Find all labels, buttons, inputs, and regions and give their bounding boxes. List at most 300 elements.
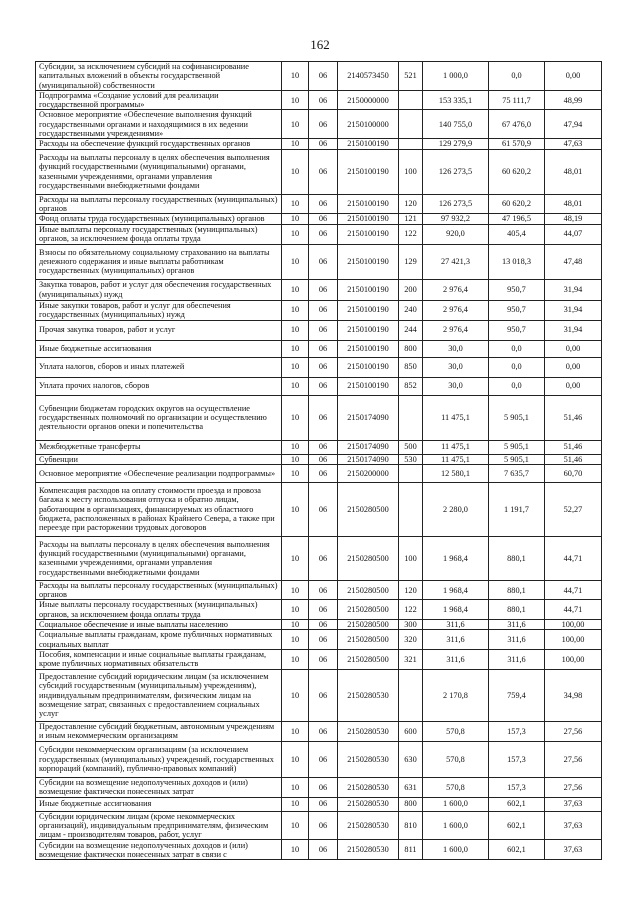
target-article-code-cell: 2150280530 [338,777,399,797]
planned-amount-cell: 30,0 [423,357,489,377]
subsection-code-cell: 06 [309,395,338,440]
expense-type-code-cell: 800 [399,797,423,811]
execution-percent-cell: 31,94 [545,300,602,320]
execution-percent-cell: 48,01 [545,194,602,214]
executed-amount-cell: 67 476,0 [489,110,545,139]
section-code-cell: 10 [282,340,309,357]
section-code-cell: 10 [282,300,309,320]
execution-percent-cell: 52,27 [545,482,602,536]
expense-type-code-cell [399,395,423,440]
execution-percent-cell: 44,71 [545,600,602,620]
expense-name-cell: Взносы по обязательному социальному страхованию на выплаты денежного содержания и иные выплаты работникам государственных (муниципальных) органов [36,244,282,279]
section-code-cell: 10 [282,139,309,149]
executed-amount-cell: 60 620,2 [489,194,545,214]
planned-amount-cell: 30,0 [423,340,489,357]
expense-type-code-cell: 100 [399,536,423,580]
executed-amount-cell: 157,3 [489,721,545,741]
subsection-code-cell: 06 [309,536,338,580]
executed-amount-cell: 47 196,5 [489,214,545,224]
expense-name-cell: Прочая закупка товаров, работ и услуг [36,320,282,340]
executed-amount-cell: 5 905,1 [489,440,545,454]
table-row [36,62,602,91]
expense-name-cell: Субсидии юридическим лицам (кроме некоммерческих организаций), индивидуальным предпринимателям, физическим лицам - производителям товаров, работ, услуг [36,811,282,840]
table-row [36,536,602,580]
target-article-code-cell: 2150174090 [338,440,399,454]
executed-amount-cell: 7 635,7 [489,464,545,482]
subsection-code-cell: 06 [309,777,338,797]
subsection-code-cell: 06 [309,580,338,600]
section-code-cell: 10 [282,811,309,840]
subsection-code-cell: 06 [309,454,338,464]
executed-amount-cell: 75 111,7 [489,90,545,110]
target-article-code-cell: 2150280500 [338,649,399,669]
executed-amount-cell: 157,3 [489,777,545,797]
planned-amount-cell: 11 475,1 [423,440,489,454]
subsection-code-cell: 06 [309,300,338,320]
execution-percent-cell: 51,46 [545,454,602,464]
execution-percent-cell: 51,46 [545,440,602,454]
section-code-cell: 10 [282,440,309,454]
table-row [36,320,602,340]
target-article-code-cell: 2150280500 [338,580,399,600]
subsection-code-cell: 06 [309,110,338,139]
expense-type-code-cell [399,482,423,536]
execution-percent-cell: 100,00 [545,649,602,669]
section-code-cell: 10 [282,62,309,91]
expense-type-code-cell: 850 [399,357,423,377]
expense-name-cell: Компенсация расходов на оплату стоимости проезда и провоза багажа к месту использования отпуска и обратно лицам, работающим в организациях, финансируемых из областного бюджета, расположенных в районах Крайнего Севера, а также при переезде при расторжении трудовых договоров [36,482,282,536]
table-row [36,149,602,194]
target-article-code-cell: 2150100190 [338,214,399,224]
expense-type-code-cell: 530 [399,454,423,464]
planned-amount-cell: 1 000,0 [423,62,489,91]
table-row [36,440,602,454]
execution-percent-cell: 100,00 [545,630,602,650]
execution-percent-cell: 27,56 [545,721,602,741]
section-code-cell: 10 [282,357,309,377]
table-row [36,279,602,300]
section-code-cell: 10 [282,600,309,620]
expense-name-cell: Субсидии на возмещение недополученных доходов и (или) возмещение фактически понесенных затрат в связи с [36,840,282,860]
expense-name-cell: Предоставление субсидий юридическим лицам (за исключением субсидий государственным (муниципальным) учреждениям), индивидуальным предпринимателям, физическим лицам на возмещение затрат, связанных с предоставлением социальных услуг [36,669,282,721]
budget-table-body [36,62,602,860]
execution-percent-cell: 51,46 [545,395,602,440]
execution-percent-cell: 44,71 [545,536,602,580]
planned-amount-cell: 570,8 [423,741,489,777]
subsection-code-cell: 06 [309,279,338,300]
section-code-cell: 10 [282,454,309,464]
expense-type-code-cell: 100 [399,149,423,194]
expense-name-cell: Расходы на выплаты персоналу в целях обеспечения выполнения функций государственными (муниципальными) органами, казенными учреждениями, органами управления государственными внебюджетными фондами [36,149,282,194]
expense-type-code-cell: 121 [399,214,423,224]
expense-name-cell: Иные выплаты персоналу государственных (муниципальных) органов, за исключением фонда оплаты труда [36,224,282,244]
expense-type-code-cell: 852 [399,377,423,395]
table-row [36,377,602,395]
planned-amount-cell: 2 280,0 [423,482,489,536]
target-article-code-cell: 2150100190 [338,194,399,214]
expense-name-cell: Иные бюджетные ассигнования [36,797,282,811]
executed-amount-cell: 157,3 [489,741,545,777]
execution-percent-cell: 47,48 [545,244,602,279]
expense-type-code-cell: 240 [399,300,423,320]
subsection-code-cell: 06 [309,340,338,357]
subsection-code-cell: 06 [309,840,338,860]
table-row [36,630,602,650]
expense-name-cell: Основное мероприятие «Обеспечение реализации подпрограммы» [36,464,282,482]
section-code-cell: 10 [282,721,309,741]
target-article-code-cell: 2150280500 [338,620,399,630]
expense-type-code-cell: 521 [399,62,423,91]
expense-name-cell: Субсидии на возмещение недополученных доходов и (или) возмещение фактически понесенных затрат [36,777,282,797]
section-code-cell: 10 [282,279,309,300]
expense-type-code-cell: 120 [399,194,423,214]
execution-percent-cell: 100,00 [545,620,602,630]
execution-percent-cell: 0,00 [545,357,602,377]
table-row [36,600,602,620]
planned-amount-cell: 30,0 [423,377,489,395]
planned-amount-cell: 12 580,1 [423,464,489,482]
execution-percent-cell: 37,63 [545,840,602,860]
page-number: 162 [310,37,330,52]
expense-name-cell: Уплата прочих налогов, сборов [36,377,282,395]
executed-amount-cell: 602,1 [489,811,545,840]
table-row [36,454,602,464]
execution-percent-cell: 44,71 [545,580,602,600]
expense-type-code-cell: 810 [399,811,423,840]
target-article-code-cell: 2150174090 [338,395,399,440]
executed-amount-cell: 61 570,9 [489,139,545,149]
planned-amount-cell: 11 475,1 [423,454,489,464]
expense-name-cell: Субвенции [36,454,282,464]
target-article-code-cell: 2150280500 [338,630,399,650]
target-article-code-cell: 2150100190 [338,139,399,149]
planned-amount-cell: 311,6 [423,630,489,650]
target-article-code-cell: 2150280500 [338,600,399,620]
table-row [36,777,602,797]
target-article-code-cell: 2150100190 [338,149,399,194]
expense-name-cell: Межбюджетные трансферты [36,440,282,454]
subsection-code-cell: 06 [309,649,338,669]
table-row [36,482,602,536]
execution-percent-cell: 27,56 [545,777,602,797]
executed-amount-cell: 0,0 [489,357,545,377]
target-article-code-cell: 2150280530 [338,840,399,860]
planned-amount-cell: 97 932,2 [423,214,489,224]
execution-percent-cell: 0,00 [545,377,602,395]
execution-percent-cell: 47,63 [545,139,602,149]
execution-percent-cell: 48,01 [545,149,602,194]
target-article-code-cell: 2150100000 [338,110,399,139]
table-row [36,395,602,440]
section-code-cell: 10 [282,464,309,482]
planned-amount-cell: 2 976,4 [423,279,489,300]
target-article-code-cell: 2150280530 [338,721,399,741]
target-article-code-cell: 2150100190 [338,279,399,300]
section-code-cell: 10 [282,377,309,395]
executed-amount-cell: 950,7 [489,320,545,340]
expense-name-cell: Фонд оплаты труда государственных (муниципальных) органов [36,214,282,224]
table-row [36,110,602,139]
planned-amount-cell: 570,8 [423,777,489,797]
target-article-code-cell: 2150280530 [338,741,399,777]
section-code-cell: 10 [282,224,309,244]
target-article-code-cell: 2150280500 [338,536,399,580]
subsection-code-cell: 06 [309,357,338,377]
planned-amount-cell: 11 475,1 [423,395,489,440]
expense-name-cell: Закупка товаров, работ и услуг для обеспечения государственных (муниципальных) нужд [36,279,282,300]
subsection-code-cell: 06 [309,149,338,194]
expense-type-code-cell [399,464,423,482]
execution-percent-cell: 37,63 [545,811,602,840]
section-code-cell: 10 [282,536,309,580]
target-article-code-cell: 2150100190 [338,357,399,377]
execution-percent-cell: 0,00 [545,340,602,357]
planned-amount-cell: 1 600,0 [423,840,489,860]
executed-amount-cell: 602,1 [489,797,545,811]
executed-amount-cell: 1 191,7 [489,482,545,536]
expense-type-code-cell: 630 [399,741,423,777]
planned-amount-cell: 27 421,3 [423,244,489,279]
executed-amount-cell: 759,4 [489,669,545,721]
table-row [36,139,602,149]
table-row [36,620,602,630]
section-code-cell: 10 [282,214,309,224]
table-row [36,649,602,669]
expense-name-cell: Иные бюджетные ассигнования [36,340,282,357]
executed-amount-cell: 950,7 [489,300,545,320]
expense-name-cell: Субсидии некоммерческим организациям (за исключением государственных (муниципальных) учреждений, государственных корпораций (компаний), публично-правовых компаний) [36,741,282,777]
table-row [36,741,602,777]
execution-percent-cell: 34,98 [545,669,602,721]
expense-name-cell: Основное мероприятие «Обеспечение выполнения функций государственными органами и находящимися в их ведении государственными учреждениями» [36,110,282,139]
target-article-code-cell: 2150100190 [338,340,399,357]
planned-amount-cell: 1 968,4 [423,600,489,620]
expense-type-code-cell [399,90,423,110]
expense-type-code-cell: 120 [399,580,423,600]
executed-amount-cell: 13 018,3 [489,244,545,279]
execution-percent-cell: 0,00 [545,62,602,91]
table-row [36,721,602,741]
expense-name-cell: Расходы на выплаты персоналу государственных (муниципальных) органов [36,580,282,600]
section-code-cell: 10 [282,649,309,669]
subsection-code-cell: 06 [309,377,338,395]
subsection-code-cell: 06 [309,440,338,454]
target-article-code-cell: 2150280500 [338,482,399,536]
section-code-cell: 10 [282,395,309,440]
expense-name-cell: Иные выплаты персоналу государственных (муниципальных) органов, за исключением фонда оплаты труда [36,600,282,620]
expense-type-code-cell: 800 [399,340,423,357]
section-code-cell: 10 [282,741,309,777]
planned-amount-cell: 1 600,0 [423,797,489,811]
subsection-code-cell: 06 [309,224,338,244]
section-code-cell: 10 [282,630,309,650]
expense-name-cell: Пособия, компенсации и иные социальные выплаты гражданам, кроме публичных нормативных обязательств [36,649,282,669]
executed-amount-cell: 880,1 [489,580,545,600]
target-article-code-cell: 2150100190 [338,224,399,244]
subsection-code-cell: 06 [309,194,338,214]
subsection-code-cell: 06 [309,90,338,110]
planned-amount-cell: 1 600,0 [423,811,489,840]
execution-percent-cell: 60,70 [545,464,602,482]
executed-amount-cell: 950,7 [489,279,545,300]
expense-name-cell: Социальное обеспечение и иные выплаты населению [36,620,282,630]
expense-type-code-cell: 200 [399,279,423,300]
table-row [36,224,602,244]
expense-type-code-cell: 600 [399,721,423,741]
executed-amount-cell: 0,0 [489,340,545,357]
section-code-cell: 10 [282,149,309,194]
subsection-code-cell: 06 [309,811,338,840]
planned-amount-cell: 126 273,5 [423,149,489,194]
expense-name-cell: Предоставление субсидий бюджетным, автономным учреждениям и иным некоммерческим организациям [36,721,282,741]
section-code-cell: 10 [282,620,309,630]
table-row [36,797,602,811]
target-article-code-cell: 2150280530 [338,797,399,811]
planned-amount-cell: 129 279,9 [423,139,489,149]
table-row [36,580,602,600]
subsection-code-cell: 06 [309,630,338,650]
expense-name-cell: Расходы на обеспечение функций государственных органов [36,139,282,149]
budget-table [35,61,602,860]
section-code-cell: 10 [282,90,309,110]
expense-type-code-cell: 300 [399,620,423,630]
executed-amount-cell: 880,1 [489,536,545,580]
table-row [36,90,602,110]
executed-amount-cell: 5 905,1 [489,454,545,464]
section-code-cell: 10 [282,320,309,340]
section-code-cell: 10 [282,194,309,214]
subsection-code-cell: 06 [309,620,338,630]
target-article-code-cell: 2150174090 [338,454,399,464]
subsection-code-cell: 06 [309,741,338,777]
table-row [36,811,602,840]
subsection-code-cell: 06 [309,669,338,721]
executed-amount-cell: 0,0 [489,62,545,91]
target-article-code-cell: 2150100190 [338,377,399,395]
section-code-cell: 10 [282,580,309,600]
table-row [36,340,602,357]
subsection-code-cell: 06 [309,244,338,279]
expense-type-code-cell: 631 [399,777,423,797]
expense-name-cell: Социальные выплаты гражданам, кроме публичных нормативных социальных выплат [36,630,282,650]
planned-amount-cell: 570,8 [423,721,489,741]
execution-percent-cell: 48,99 [545,90,602,110]
expense-type-code-cell [399,139,423,149]
expense-type-code-cell: 129 [399,244,423,279]
expense-type-code-cell: 321 [399,649,423,669]
expense-type-code-cell: 500 [399,440,423,454]
expense-name-cell: Уплата налогов, сборов и иных платежей [36,357,282,377]
expense-type-code-cell [399,110,423,139]
table-row [36,840,602,860]
subsection-code-cell: 06 [309,214,338,224]
section-code-cell: 10 [282,797,309,811]
subsection-code-cell: 06 [309,482,338,536]
table-row [36,357,602,377]
expense-type-code-cell: 244 [399,320,423,340]
table-row [36,300,602,320]
target-article-code-cell: 2150280530 [338,811,399,840]
table-row [36,244,602,279]
planned-amount-cell: 1 968,4 [423,580,489,600]
expense-type-code-cell: 811 [399,840,423,860]
planned-amount-cell: 920,0 [423,224,489,244]
subsection-code-cell: 06 [309,62,338,91]
planned-amount-cell: 311,6 [423,649,489,669]
expense-name-cell: Иные закупки товаров, работ и услуг для обеспечения государственных (муниципальных) нужд [36,300,282,320]
planned-amount-cell: 2 170,8 [423,669,489,721]
execution-percent-cell: 48,19 [545,214,602,224]
target-article-code-cell: 2150100190 [338,300,399,320]
planned-amount-cell: 153 335,1 [423,90,489,110]
target-article-code-cell: 2140573450 [338,62,399,91]
execution-percent-cell: 31,94 [545,279,602,300]
target-article-code-cell: 2150100190 [338,244,399,279]
table-row [36,214,602,224]
executed-amount-cell: 880,1 [489,600,545,620]
expense-name-cell: Подпрограмма «Создание условий для реализации государственной программы» [36,90,282,110]
executed-amount-cell: 405,4 [489,224,545,244]
target-article-code-cell: 2150200000 [338,464,399,482]
planned-amount-cell: 311,6 [423,620,489,630]
execution-percent-cell: 44,07 [545,224,602,244]
subsection-code-cell: 06 [309,721,338,741]
expense-type-code-cell [399,669,423,721]
planned-amount-cell: 126 273,5 [423,194,489,214]
executed-amount-cell: 60 620,2 [489,149,545,194]
subsection-code-cell: 06 [309,320,338,340]
planned-amount-cell: 2 976,4 [423,320,489,340]
table-row [36,464,602,482]
executed-amount-cell: 602,1 [489,840,545,860]
section-code-cell: 10 [282,777,309,797]
subsection-code-cell: 06 [309,797,338,811]
subsection-code-cell: 06 [309,464,338,482]
target-article-code-cell: 2150100190 [338,320,399,340]
execution-percent-cell: 47,94 [545,110,602,139]
execution-percent-cell: 27,56 [545,741,602,777]
executed-amount-cell: 5 905,1 [489,395,545,440]
expense-type-code-cell: 122 [399,224,423,244]
executed-amount-cell: 311,6 [489,649,545,669]
expense-type-code-cell: 122 [399,600,423,620]
expense-type-code-cell: 320 [399,630,423,650]
section-code-cell: 10 [282,482,309,536]
target-article-code-cell: 2150000000 [338,90,399,110]
executed-amount-cell: 311,6 [489,620,545,630]
planned-amount-cell: 140 755,0 [423,110,489,139]
expense-name-cell: Субвенции бюджетам городских округов на осуществление государственных полномочий по организации и осуществлению деятельности органов опеки и попечительства [36,395,282,440]
section-code-cell: 10 [282,669,309,721]
target-article-code-cell: 2150280530 [338,669,399,721]
expense-name-cell: Расходы на выплаты персоналу государственных (муниципальных) органов [36,194,282,214]
planned-amount-cell: 1 968,4 [423,536,489,580]
subsection-code-cell: 06 [309,139,338,149]
subsection-code-cell: 06 [309,600,338,620]
expense-name-cell: Расходы на выплаты персоналу в целях обеспечения выполнения функций государственными (муниципальными) органами, казенными учреждениями, органами управления государственными внебюджетными фондами [36,536,282,580]
section-code-cell: 10 [282,840,309,860]
expense-name-cell: Субсидии, за исключением субсидий на софинансирование капитальных вложений в объекты государственной (муниципальной) собственности [36,62,282,91]
planned-amount-cell: 2 976,4 [423,300,489,320]
table-row [36,194,602,214]
execution-percent-cell: 31,94 [545,320,602,340]
executed-amount-cell: 311,6 [489,630,545,650]
execution-percent-cell: 37,63 [545,797,602,811]
table-row [36,669,602,721]
section-code-cell: 10 [282,244,309,279]
executed-amount-cell: 0,0 [489,377,545,395]
section-code-cell: 10 [282,110,309,139]
